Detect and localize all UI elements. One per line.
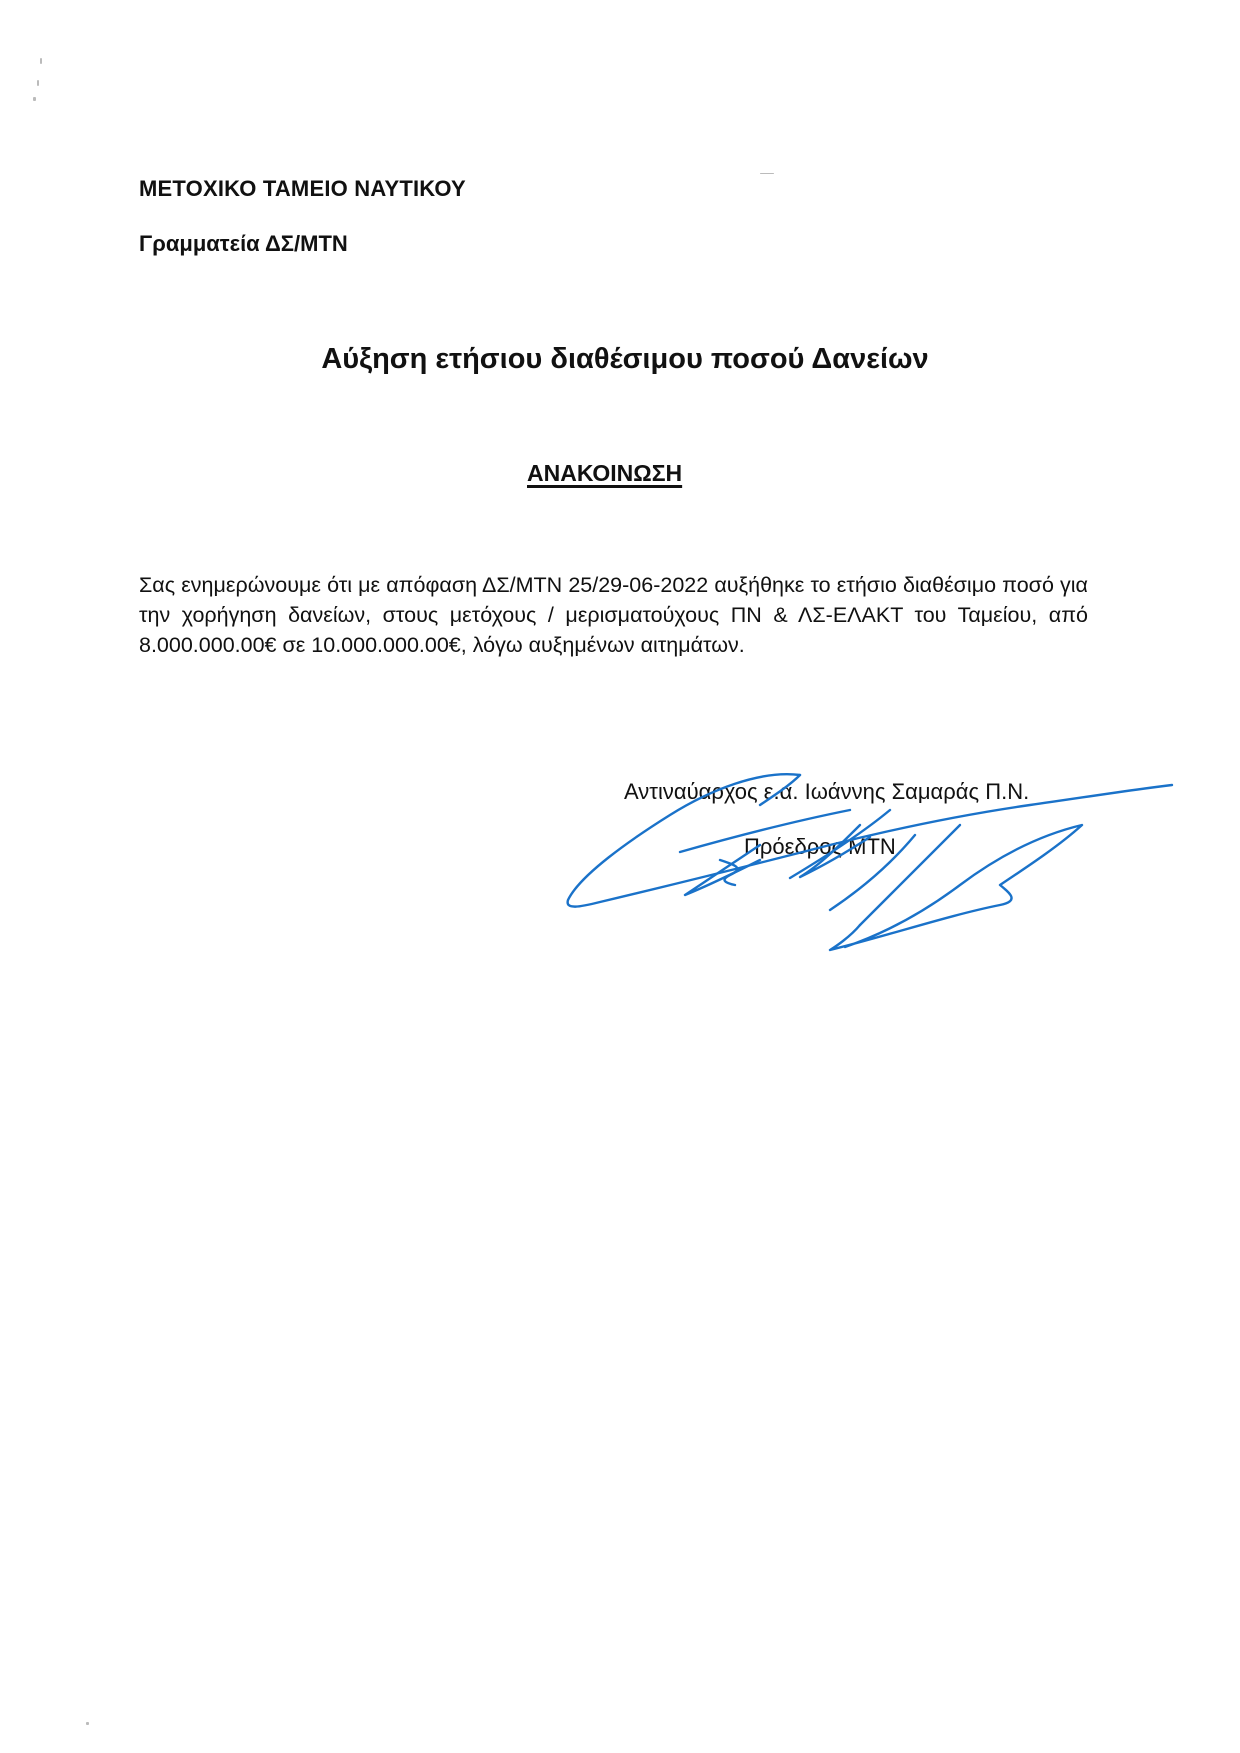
scan-artifact	[760, 173, 774, 174]
scan-artifact	[33, 97, 36, 101]
handwritten-signature	[560, 765, 1180, 960]
announcement-body: Σας ενημερώνουμε ότι με απόφαση ΔΣ/ΜΤΝ 25/29-06-2022 αυξήθηκε το ετήσιο διαθέσιμο ποσό για την χορήγηση δανείων, στους μετόχους / μερισματούχους ΠΝ & ΛΣ-ΕΛΑΚΤ του Ταμείου, από 8.000.000.00€ σε 10.000.000.00€, λόγω αυξημένων αιτημάτων.	[139, 573, 1088, 657]
announcement-heading: ΑΝΑΚΟΙΝΩΣΗ	[527, 460, 683, 486]
scan-artifact	[37, 80, 39, 86]
scan-artifact	[40, 58, 42, 64]
document-title: Αύξηση ετήσιου διαθέσιμου ποσού Δανείων	[321, 343, 929, 375]
signatory-name: Αντιναύαρχος ε.α. Ιωάννης Σαμαράς Π.Ν.	[624, 779, 1030, 804]
signatory-role: Πρόεδρος ΜΤΝ	[744, 834, 896, 859]
department-name: Γραμματεία ΔΣ/ΜΤΝ	[139, 231, 348, 256]
organization-name: ΜΕΤΟΧΙΚΟ ΤΑΜΕΙΟ ΝΑΥΤΙΚΟΥ	[139, 176, 466, 201]
scan-artifact	[86, 1722, 89, 1725]
